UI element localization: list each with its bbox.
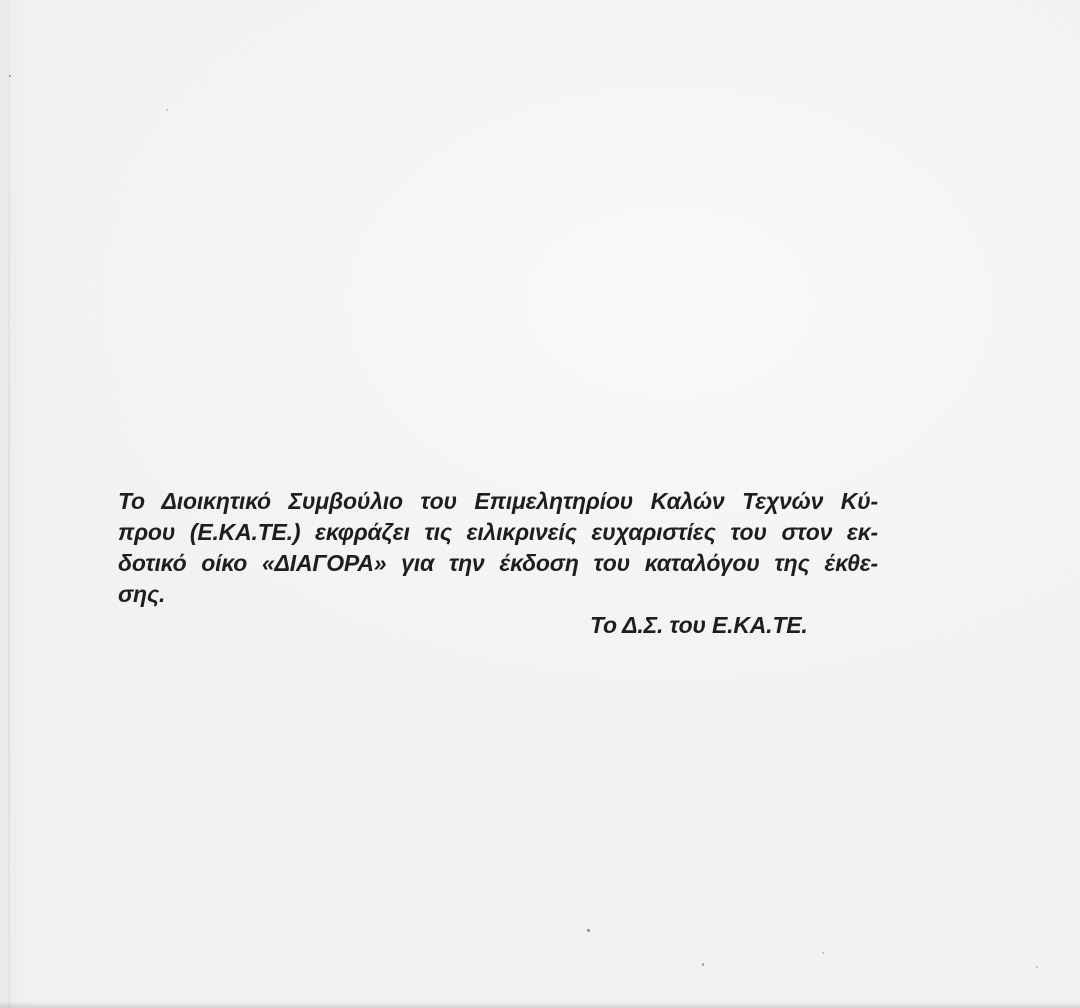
paper-speck [587,929,590,932]
paragraph-line-2: πρου (Ε.ΚΑ.ΤΕ.) εκφράζει τις ειλικρινείς ευχαριστίες του στον εκ- [118,519,878,545]
signature-text: Το Δ.Σ. του Ε.ΚΑ.ΤΕ. [590,612,808,638]
paper-speck [9,75,11,77]
page-bottom-edge-shadow [0,1002,1080,1008]
paragraph-line-4: σης. [118,581,166,607]
acknowledgment-paragraph [118,486,878,641]
paragraph-line-1: Το Διοικητικό Συμβούλιο του Επιμελητηρίου Καλών Τεχνών Κύ- [118,488,878,514]
paper-speck [1036,966,1038,968]
paper-speck [702,963,704,966]
signature-line [118,610,878,641]
paper-speck [166,109,168,111]
paper-speck [822,952,824,954]
paragraph-line-3: δοτικό οίκο «ΔΙΑΓΟΡΑ» για την έκδοση του καταλόγου της έκθε- [118,550,878,576]
paper-fold-shadow [8,0,10,1008]
